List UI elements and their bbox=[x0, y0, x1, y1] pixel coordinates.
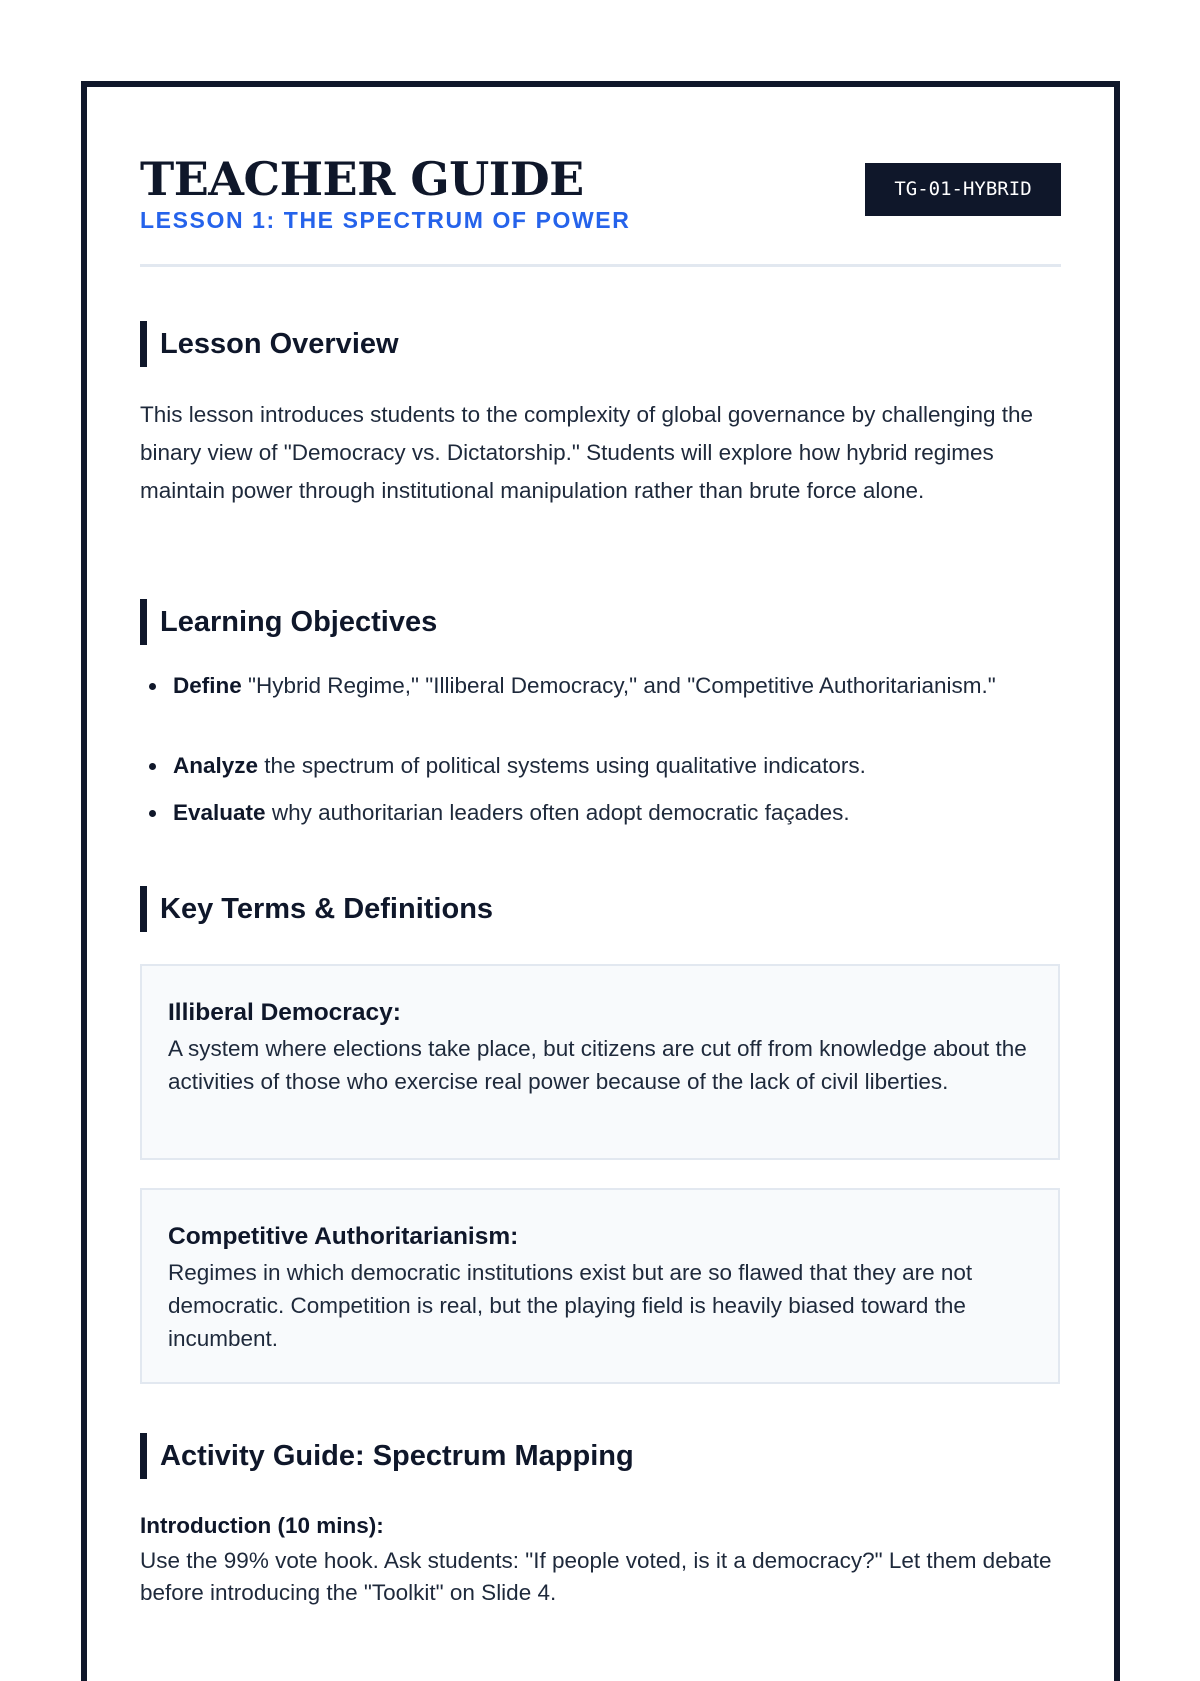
document-code-badge: TG-01-HYBRID bbox=[865, 163, 1061, 216]
document-header bbox=[140, 147, 1061, 267]
objective-verb: Evaluate bbox=[173, 800, 266, 825]
overview-paragraph: This lesson introduces students to the complexity of global governance by challenging the binary view of "Democracy vs. Dictatorship." Students will explore how hybrid regimes maintain power through institutional manipulation rather than brute force alone. bbox=[140, 402, 1034, 503]
term-name: Illiberal Democracy: bbox=[168, 999, 401, 1026]
term-card bbox=[140, 1188, 1060, 1384]
objective-verb: Define bbox=[173, 673, 242, 698]
term-definition: A system where elections take place, but citizens are cut off from knowledge about the activities of those who exercise real power because of the lack of civil liberties. bbox=[168, 1036, 1027, 1094]
activity-intro-text: Use the 99% vote hook. Ask students: "If people voted, is it a democracy?" Let them debate before introducing the "Toolkit" on Slide 4. bbox=[140, 1548, 1052, 1605]
objective-item bbox=[140, 669, 1073, 702]
objective-verb: Analyze bbox=[173, 753, 259, 778]
section-heading-activity: Activity Guide: Spectrum Mapping bbox=[140, 1433, 634, 1479]
section-heading-overview: Lesson Overview bbox=[140, 321, 399, 367]
term-name: Competitive Authoritarianism: bbox=[168, 1223, 519, 1250]
term-definition: Regimes in which democratic institutions exist but are so flawed that they are not democratic. Competition is real, but the playing field is heavily biased toward the incumbent. bbox=[168, 1260, 973, 1351]
objective-text: "Hybrid Regime," "Illiberal Democracy," and "Competitive Authoritarianism." bbox=[241, 673, 996, 698]
lesson-subtitle: LESSON 1: THE SPECTRUM OF POWER bbox=[140, 207, 631, 233]
objective-item bbox=[140, 796, 1073, 829]
objective-item bbox=[140, 749, 1073, 782]
section-heading-key-terms: Key Terms & Definitions bbox=[140, 886, 493, 932]
activity-intro-label: Introduction (10 mins): bbox=[140, 1513, 384, 1538]
objective-text: why authoritarian leaders often adopt democratic façades. bbox=[265, 800, 850, 825]
document-title: TEACHER GUIDE bbox=[140, 152, 584, 206]
document-page bbox=[81, 81, 1120, 1681]
document-body bbox=[140, 267, 1061, 1667]
objective-text: the spectrum of political systems using qualitative indicators. bbox=[258, 753, 866, 778]
term-card bbox=[140, 964, 1060, 1160]
section-heading-objectives: Learning Objectives bbox=[140, 599, 437, 645]
